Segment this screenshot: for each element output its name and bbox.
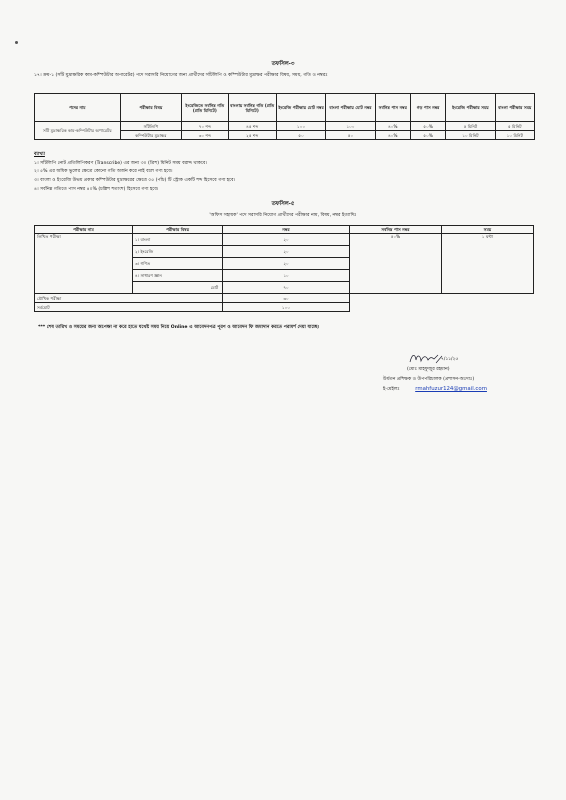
header-cell: ইংরেজি পরীক্ষায় মোট নম্বর [276, 94, 325, 122]
section5-intro: ১৭। ক্রম-১ (সাঁট মুদ্রাক্ষরিক কাম-কম্পিউটার অপারেটর) পদে সরাসরি নিয়োগের জন্য প্রার্থীদের সাঁটলিপি ও কম্পিউটার মুদ্রাক্ষর পরীক্ষার বিষয়, সময়, গতি ও নম্বরঃ [34, 73, 328, 78]
section5-table [34, 93, 535, 140]
note-item: ৪। সর্বনিম্ন গতিতে পাস নম্বর ৪০% (চল্লিশ শতাংশ) হিসেবে গণ্য হবে। [34, 187, 159, 192]
marks-cell: ৩০ [223, 294, 350, 303]
time-cell: ১ ঘন্টা [442, 234, 534, 294]
viva-label-cell: মৌখিক পরীক্ষা [35, 294, 223, 303]
subject-cell: ৪। সাধারণ জ্ঞান [132, 270, 222, 282]
header-cell: ইংরেজি পরীক্ষার সময় [446, 94, 495, 122]
table-cell: ১০০ [326, 122, 375, 131]
note-item: ১। সাঁটলিপি নোট প্রতিলিপিকরণ (Transcribe) এর জন্য ৩০ (ত্রিশ) মিনিট সময় বরাদ্দ থাকবে। [34, 161, 207, 166]
table-cell: ৫০% [410, 131, 445, 140]
email-link[interactable]: rmahfuzur124@gmail.com [415, 386, 487, 392]
header-cell: বাংলায় সর্বনিম্ন গতি (প্রতি মিনিটে) [228, 94, 276, 122]
table-cell: ৫০% [410, 122, 445, 131]
signatory-designation: উর্ধতন প্রশিক্ষক ও উপপরিচালক (প্রশাসন-অঃদাঃ) [383, 377, 475, 382]
header-cell: বাংলা পরীক্ষার সময় [495, 94, 534, 122]
table-header-row [35, 94, 535, 122]
punch-hole-mark [15, 41, 18, 44]
marks-cell: ২০ [223, 246, 350, 258]
notes-heading: ব্যাখ্যা [34, 152, 45, 157]
note-item: ২। ৫% এর অধিক ভুলের ক্ষেত্রে কোনো গতি অর্জন করে নাই বলে গণ্য হবে। [34, 169, 173, 174]
table-cell: ৫০ [276, 131, 325, 140]
signatory-name: (মোঃ মাহফুজুর রহমান) [407, 367, 450, 372]
marks-cell: ১০০ [223, 303, 350, 312]
table-header-row [35, 226, 534, 234]
section5-title: তফসিল-৩ [271, 61, 295, 67]
subject-cell: ২। ইংরেজি [132, 246, 222, 258]
table-cell: ৪৫ শব্দ [228, 122, 276, 131]
table-cell: ১০ মিনিট [446, 131, 495, 140]
table-cell: ৪০% [375, 131, 410, 140]
section6-subtitle: 'অফিস সহায়ক' পদে সরাসরি নিয়োগ প্রার্থীদের পরীক্ষার নাম, বিষয়, নম্বর ইত্যাদিঃ [209, 213, 357, 218]
table-cell: ৪০% [375, 122, 410, 131]
section6-table [34, 225, 534, 312]
subtotal-label-cell: মোট [132, 282, 222, 294]
post-name-cell: সাঁট মুদ্রাক্ষরিক কাম-কম্পিউটার অপারেটর [35, 122, 121, 140]
email-label: ই-মেইলঃ [383, 387, 400, 392]
header-cell: সর্বনিম্ন পাস নম্বর [375, 94, 410, 122]
header-cell: পদের নাম [35, 94, 121, 122]
subject-cell: ৩। গণিত [132, 258, 222, 270]
table-cell: ৫০ [326, 131, 375, 140]
table-cell: ১০০ [276, 122, 325, 131]
table-row [35, 234, 534, 246]
header-cell: সর্বনিম্ন পাস নম্বর [349, 226, 441, 234]
header-cell: পরীক্ষার বিষয় [132, 226, 222, 234]
header-cell: পরীক্ষার নাম [35, 226, 133, 234]
marks-cell: ৭০ [223, 282, 350, 294]
marks-cell: ১০ [223, 270, 350, 282]
subject-cell: ১। বাংলা [132, 234, 222, 246]
header-cell: গড় পাস নম্বর [410, 94, 445, 122]
deadline-advice-note: *** শেষ তারিখ ও সময়ের জন্য অপেক্ষা না করে হাতে যথেষ্ট সময় নিয়ে Online এ আবেদনপত্র পূরণ ও আবেদন ফি জমাদান করতে পরামর্শ দেয়া যাচ্ছে। [38, 325, 320, 330]
table-cell: সাঁটলিপি [120, 122, 181, 131]
header-cell: বাংলা পরীক্ষায় মোট নম্বর [326, 94, 375, 122]
table-row [35, 122, 535, 131]
table-cell: ৫ মিনিট [446, 122, 495, 131]
table-cell: ৩০ শব্দ [182, 131, 228, 140]
header-cell: পরীক্ষার বিষয় [120, 94, 181, 122]
table-row [35, 303, 534, 312]
table-cell: ২৫ শব্দ [228, 131, 276, 140]
table-cell: কম্পিউটার মুদ্রাক্ষর [120, 131, 181, 140]
section6-title: তফসিল-৫ [271, 201, 295, 207]
header-cell: ইংরেজিতে সর্বনিম্ন গতি (প্রতি মিনিটে) [182, 94, 228, 122]
written-exam-cell: লিখিত পরীক্ষা [35, 234, 133, 294]
marks-cell: ২০ [223, 234, 350, 246]
note-item: ৩। বাংলা ও ইংরেজি উভয় প্রকার কম্পিউটার মুদ্রাক্ষরের ক্ষেত্রে ০৫ (পাঁচ) টি স্ট্রোক একটি শব্দ হিসেবে গণ্য হবে। [34, 178, 236, 183]
signature-date: ৭/১১/২৫ [441, 357, 459, 362]
table-cell: ৭০ শব্দ [182, 122, 228, 131]
table-cell: ১০ মিনিট [495, 131, 534, 140]
table-row [35, 294, 534, 303]
pass-marks-cell: ৫০% [349, 234, 441, 294]
header-cell: নম্বর [223, 226, 350, 234]
email-row [383, 385, 487, 393]
marks-cell: ২০ [223, 258, 350, 270]
table-cell: ৫ মিনিট [495, 122, 534, 131]
header-cell: সময় [442, 226, 534, 234]
grand-total-label-cell: সর্বমোট [35, 303, 223, 312]
